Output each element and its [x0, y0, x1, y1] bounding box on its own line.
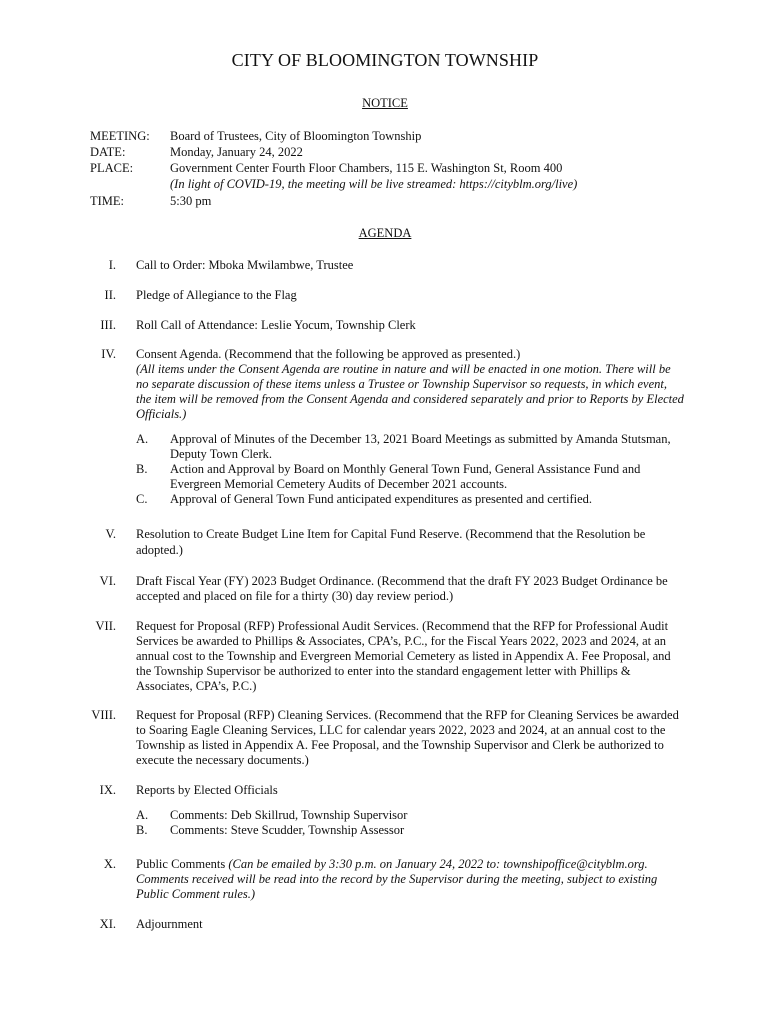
agenda-item-text: Roll Call of Attendance: Leslie Yocum, Township Clerk	[136, 318, 416, 332]
subitem-text: Approval of Minutes of the December 13, 2021 Board Meetings as submitted by Amanda Stutsman, Deputy Town Clerk.	[170, 432, 671, 461]
subitem-c	[136, 492, 684, 507]
subitem-a	[136, 432, 684, 462]
agenda-item-text: Call to Order: Mboka Mwilambwe, Trustee	[136, 258, 354, 272]
subitem-a	[136, 808, 684, 823]
consent-subitems	[136, 432, 684, 507]
agenda-item-number: IX.	[99, 783, 116, 797]
agenda-item-number: IV.	[101, 347, 116, 361]
subitem-text: Action and Approval by Board on Monthly General Town Fund, General Assistance Fund and Evergreen Memorial Cemetery Audits of December 2021 accounts.	[170, 462, 641, 491]
agenda-item-number: VIII.	[91, 708, 116, 722]
subitem-letter: B.	[136, 462, 148, 476]
subitem-letter: C.	[136, 492, 148, 506]
agenda-item-text: Adjournment	[136, 917, 203, 931]
subitem-b	[136, 823, 684, 838]
agenda-item-number: XI.	[99, 917, 116, 931]
agenda-item-body	[136, 857, 684, 902]
subitem-text: Comments: Steve Scudder, Township Assessor	[170, 823, 405, 837]
place-label: PLACE:	[90, 161, 134, 175]
subitem-b	[136, 462, 684, 492]
subitem-letter: A.	[136, 808, 149, 822]
agenda-item-text: Reports by Elected Officials	[136, 783, 278, 797]
agenda-item-text: Request for Proposal (RFP) Professional Audit Services. (Recommend that the RFP for Professional Audit Services be awarded to Phillips & Associates, CPA’s, P.C., for the Fiscal Years 2022, 2023 and 2024, at an annual cost to the Township and Evergreen Memorial Cemetery as listed in Appendix A. Fee Proposal, and the Township Supervisor be authorized to enter into the standard engagement letter with Phillips & Associates, CPA’s, P.C.)	[136, 619, 671, 693]
meeting-value: Board of Trustees, City of Bloomington Township	[170, 129, 422, 143]
agenda-heading: AGENDA	[358, 226, 412, 240]
agenda-item-body	[136, 783, 684, 838]
agenda-item-text: Consent Agenda. (Recommend that the following be approved as presented.)	[136, 347, 521, 361]
agenda-item-text: Request for Proposal (RFP) Cleaning Services. (Recommend that the RFP for Cleaning Services be awarded to Soaring Eagle Cleaning Services, LLC for calendar years 2022, 2023 and 2024, at an annual cost to the Township as listed in Appendix A. Fee Proposal, and the Township Supervisor and Clerk be authorized to execute the necessary documents.)	[136, 708, 679, 767]
public-comment-note: (Can be emailed by 3:30 p.m. on January 24, 2022 to: townshipoffice@cityblm.org. Comments received will be read into the record by the Supervisor during the meeting, subject to existing Public Comment rules.)	[136, 857, 658, 901]
agenda-item-text: Resolution to Create Budget Line Item for Capital Fund Reserve. (Recommend that the Resolution be adopted.)	[136, 527, 646, 557]
place-value: Government Center Fourth Floor Chambers, 115 E. Washington St, Room 400	[170, 161, 563, 175]
subitem-letter: B.	[136, 823, 148, 837]
time-label: TIME:	[90, 194, 125, 208]
place-note: (In light of COVID-19, the meeting will be live streamed: https://cityblm.org/live)	[170, 177, 578, 191]
agenda-item-number: X.	[103, 857, 116, 871]
agenda-item-text: Public Comments	[136, 857, 229, 871]
agenda-item-number: II.	[104, 288, 116, 302]
agenda-item-number: I.	[108, 258, 116, 272]
document-title: CITY OF BLOOMINGTON TOWNSHIP	[231, 50, 539, 70]
agenda-item-body	[136, 347, 684, 507]
subitem-text: Comments: Deb Skillrud, Township Supervisor	[170, 808, 408, 822]
notice-heading: NOTICE	[362, 96, 408, 110]
agenda-item-number: V.	[105, 527, 116, 541]
agenda-item-number: VII.	[95, 619, 116, 633]
time-value: 5:30 pm	[170, 194, 212, 208]
consent-agenda-note: (All items under the Consent Agenda are routine in nature and will be enacted in one motion. There will be no separate discussion of these items unless a Trustee or Township Supervisor so requests, in which event, the item will be removed from the Consent Agenda and considered separately and prior to Reports by Elected Officials.)	[136, 362, 684, 421]
subitem-text: Approval of General Town Fund anticipated expenditures as presented and certified.	[170, 492, 593, 506]
agenda-item-text: Pledge of Allegiance to the Flag	[136, 288, 297, 302]
reports-subitems	[136, 808, 684, 838]
meeting-label: MEETING:	[90, 129, 150, 143]
date-label: DATE:	[90, 145, 126, 159]
agenda-item-number: III.	[100, 318, 116, 332]
subitem-letter: A.	[136, 432, 149, 446]
agenda-item-number: VI.	[99, 574, 116, 588]
date-value: Monday, January 24, 2022	[170, 145, 303, 159]
agenda-item-text: Draft Fiscal Year (FY) 2023 Budget Ordinance. (Recommend that the draft FY 2023 Budget Ordinance be accepted and placed on file for a thirty (30) day review period.)	[136, 574, 668, 603]
